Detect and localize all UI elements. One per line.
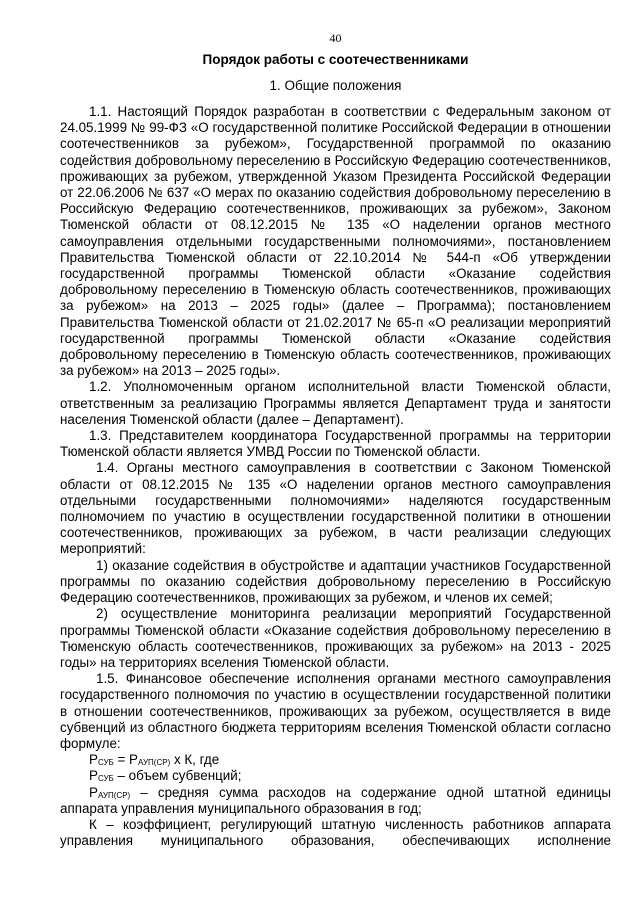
list-item-1: 1) оказание содействия в обустройстве и адаптации участников Государственной программы по оказанию содействия добровольному переселению в Российскую Федерацию соотечественников, проживающих за рубежом, и членов их семей; [60,557,611,606]
formula-sub-suv: СУБ [97,758,114,768]
subvention-formula [60,752,611,768]
definition-aup [60,785,611,817]
definition-suv-text: – объем субвенций; [113,768,242,784]
definition-p-symbol: Р [89,784,98,800]
definition-aup-text: – средняя сумма расходов на содержание одной штатной единицы аппарата управления муниципального образования в год; [60,784,611,816]
definition-suv [60,768,611,784]
document-page [60,0,611,905]
formula-equals: = [113,752,130,768]
definition-sub-suv: СУБ [97,774,114,784]
page-number: 40 [329,31,342,45]
section-heading: 1. Общие положения [269,78,402,93]
formula-times-k: х К, где [170,752,220,768]
paragraph-1-2: 1.2. Уполномоченным органом исполнительной власти Тюменской области, ответственным за реализацию Программы является Департамент труда и занятости населения Тюменской области (далее – Департамент). [60,379,611,427]
document-title: Порядок работы с соотечественниками [202,52,469,67]
paragraph-1-3: 1.3. Представителем координатора Государственной программы на территории Тюменской области является УМВД России по Тюменской области. [60,428,611,460]
formula-p-symbol: Р [129,752,138,768]
formula-p-symbol: Р [89,752,98,768]
document-body [60,104,611,849]
paragraph-1-4: 1.4. Органы местного самоуправления в соответствии с Законом Тюменской области от 08.12.2015 № 135 «О наделении органов местного самоуправления отдельными государственными полномочиями» наделяются государственным полномочием по участию в осуществлении государственной политики в отношении соотечественников, проживающих за рубежом, в части реализации следующих мероприятий: [60,460,611,557]
list-item-2: 2) осуществление мониторинга реализации мероприятий Государственной программы Тюменской области «Оказание содействия добровольному переселению в Тюменскую область соотечественников, проживающих за рубежом» на 2013 - 2025 годы» на территориях вселения Тюменской области. [60,606,611,670]
paragraph-1-5: 1.5. Финансовое обеспечение исполнения органами местного самоуправления государственного полномочия по участию в осуществлении государственной политики в отношении соотечественников, проживающих за рубежом, осуществляется в виде субвенций из областного бюджета территориям вселения Тюменской области согласно формуле: [60,671,611,751]
definition-k: К – коэффициент, регулирующий штатную численность работников аппарата управления муниципального образования, обеспечивающих исполнение [60,816,611,849]
definition-p-symbol: Р [89,768,98,784]
paragraph-1-1: 1.1. Настоящий Порядок разработан в соответствии с Федеральным законом от 24.05.1999 № 99-ФЗ «О государственной политике Российской Федерации в отношении соотечественников за рубежом», Государственной программой по оказанию содействия добровольному переселению в Российскую Федерацию соотечественников, проживающих за рубежом, утвержденной Указом Президента Российской Федерации от 22.06.2006 № 637 «О мерах по оказанию содействия добровольному переселению в Российскую Федерацию соотечественников, проживающих за рубежом», Законом Тюменской области от 08.12.2015 № 135 «О наделении органов местного самоуправления отдельными государственными полномочиями», постановлением Правительства Тюменской области от 22.10.2014 № 544-п «Об утверждении государственной программы Тюменской области «Оказание содействия добровольному переселению в Тюменскую область соотечественников, проживающих за рубежом» на 2013 – 2025 годы» (далее – Программа); постановлением Правительства Тюменской области от 21.02.2017 № 65-п «О реализации мероприятий государственной программы Тюменской области «Оказание содействия добровольному переселению в Тюменскую область соотечественников, проживающих за рубежом» на 2013 – 2025 годы». [60,104,611,379]
definition-sub-aup: АУП(СР) [97,790,131,800]
formula-sub-aup: АУП(СР) [137,758,171,768]
